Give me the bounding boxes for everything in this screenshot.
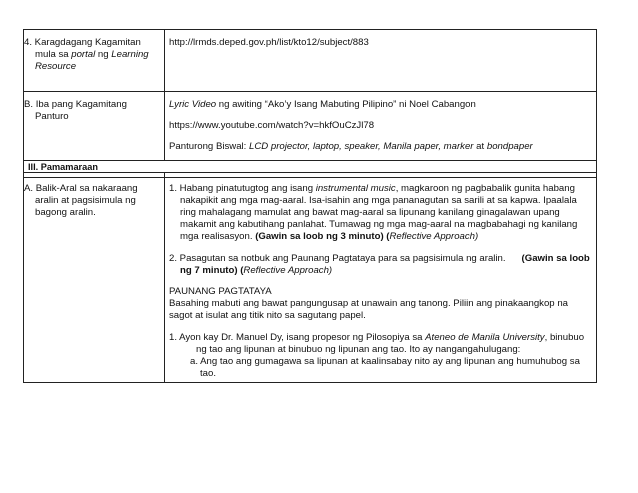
section-row bbox=[24, 160, 597, 172]
label-text: 4. Karagdagang Kagamitan mula sa bbox=[24, 37, 141, 61]
row-content-materials bbox=[165, 92, 597, 161]
question-1-italic: Ateneo de Manila University bbox=[425, 331, 545, 343]
item-2 bbox=[169, 253, 591, 277]
table-row bbox=[24, 92, 597, 161]
question-1-line-1 bbox=[169, 332, 591, 344]
item-1-text-b: , magkaroon ng pagbabalik gunita habang nakapikit ang mga mag-aaral. Isa-isahin ang mga pananagutan sa sarili at sa kapwa. Ipaalala ring mahalagang mamulat ang bawat mag-aaral sa lipunang kanilang ginagalawan upang makamit ang kabutihang panlahat. Tumawag ng mga mag-aaral na magbabahagi ng kanilang mga realisasyon. bbox=[180, 182, 578, 243]
panturong-end: bondpaper bbox=[486, 141, 533, 153]
label-italic-portal: portal bbox=[71, 49, 96, 61]
lyric-video-italic: Lyric Video bbox=[169, 99, 217, 110]
row-label-iba-pang-kagamitan bbox=[24, 92, 165, 161]
question-1-option-a bbox=[169, 356, 591, 380]
section-title: III. Pamamaraan bbox=[24, 160, 597, 172]
item-1-italic: instrumental music bbox=[315, 182, 396, 194]
item-1-text-a: 1. Habang pinatutugtog ang isang bbox=[169, 182, 316, 194]
panturong-at: at bbox=[473, 141, 487, 153]
label-text-ng: ng bbox=[95, 49, 112, 61]
lesson-plan-table bbox=[23, 29, 597, 383]
lrmds-link[interactable]: http://lrmds.deped.gov.ph/list/kto12/subject/883 bbox=[169, 37, 369, 48]
panturong-label: Panturong Biswal: bbox=[169, 141, 249, 153]
panturong-biswal-line bbox=[169, 141, 591, 153]
youtube-link[interactable]: https://www.youtube.com/watch?v=hkfOuCzJl78 bbox=[169, 120, 375, 132]
lyric-video-line bbox=[169, 99, 591, 111]
table-row bbox=[24, 30, 597, 92]
item-1 bbox=[169, 183, 591, 244]
item-1-bold: (Gawin sa loob ng 3 minuto) ( bbox=[255, 231, 390, 243]
label-italic-learning-resource: Learning Resource bbox=[35, 49, 149, 73]
row-content-url bbox=[165, 30, 597, 92]
option-a-text: a. Ang tao ang gumagawa sa lipunan at kaalinsabay nito ay ang lipunan ang humuhubog sa tao. bbox=[190, 356, 580, 380]
question-1-text-a: 1. Ayon kay Dr. Manuel Dy, isang propesor ng Pilosopiya sa bbox=[169, 331, 426, 343]
item-1-italic-2: Reflective Approach) bbox=[389, 231, 479, 243]
paunang-instructions: Basahing mabuti ang bawat pangungusap at unawain ang tanong. Piliin ang pinakaangkop na sagot at isulat ang titik nito sa sagutang papel. bbox=[169, 298, 568, 322]
row-content-balik-aral bbox=[165, 177, 597, 383]
lesson-plan-document bbox=[23, 29, 597, 383]
question-1-line-2: ng tao ang lipunan at binubuo ng lipunan ang tao. Ito ay nangangahulugang: bbox=[196, 343, 521, 355]
table-row bbox=[24, 177, 597, 383]
lyric-video-text: ng awiting “Ako’y Isang Mabuting Pilipino” ni Noel Cabangon bbox=[216, 99, 476, 110]
question-1-text-b: , binubuo bbox=[544, 331, 585, 343]
panturong-items: LCD projector, laptop, speaker, Manila paper, marker bbox=[249, 141, 474, 153]
item-2-text: 2. Pasagutan sa notbuk ang Paunang Pagtataya para sa pagsisimula ng aralin. bbox=[169, 252, 522, 264]
label-text: B. Iba pang Kagamitang Panturo bbox=[24, 99, 127, 123]
paunang-title: PAUNANG PAGTATAYA bbox=[169, 286, 272, 298]
row-label-karagdagang-kagamitan bbox=[24, 30, 165, 92]
row-label-balik-aral bbox=[24, 177, 165, 383]
label-text: A. Balik-Aral sa nakaraang aralin at pagsisimula ng bagong aralin. bbox=[24, 182, 138, 219]
item-2-italic: Reflective Approach) bbox=[243, 264, 333, 276]
item-2-bold: (Gawin sa loob ng 7 minuto) ( bbox=[180, 252, 590, 276]
